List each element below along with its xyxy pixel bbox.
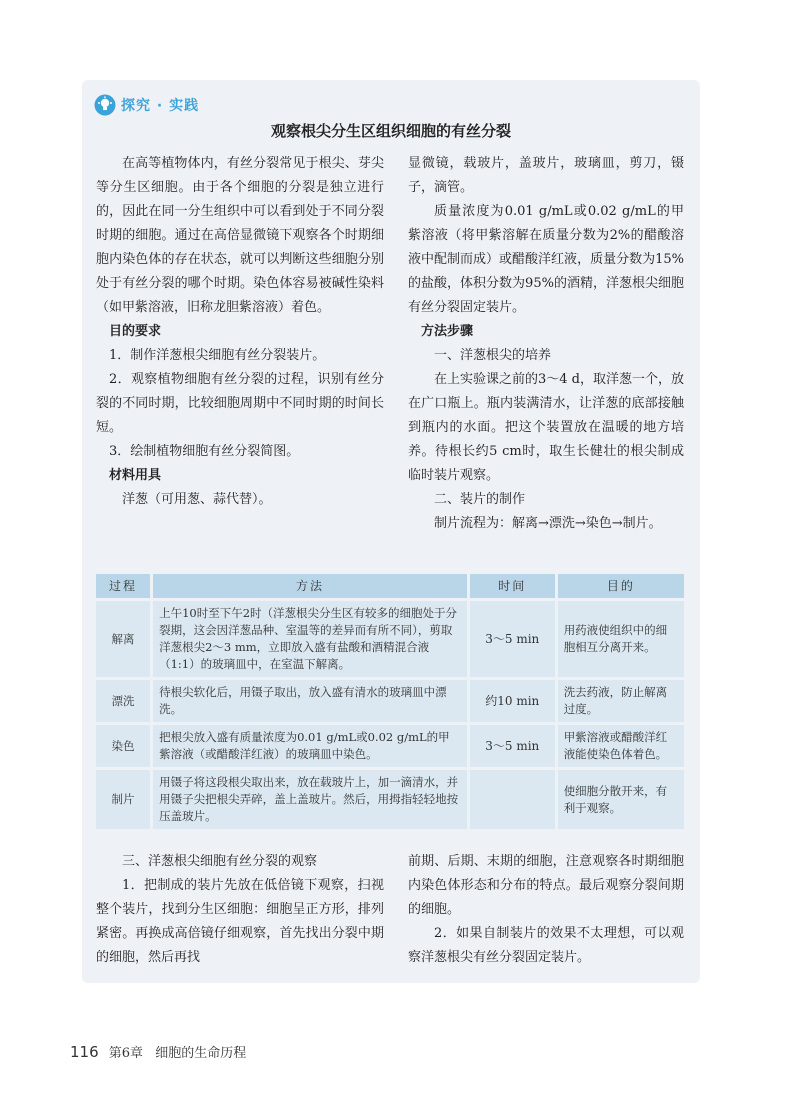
- goal-heading: 目的要求: [109, 324, 162, 339]
- header-step: 过程: [96, 574, 152, 600]
- table-row: [96, 769, 684, 830]
- row-time: [468, 769, 556, 830]
- row-goal: 洗去药液，防止解离过度。: [556, 679, 684, 724]
- row-goal: 用药液使组织中的细胞相互分离开来。: [556, 600, 684, 679]
- row-step: 解离: [96, 600, 152, 679]
- table-header-row: [96, 574, 684, 600]
- row-time: 约10 min: [468, 679, 556, 724]
- step3-title: 三、洋葱根尖细胞有丝分裂的观察: [122, 854, 318, 869]
- materials-text: 洋葱（可用葱、蒜代替）。: [122, 492, 272, 507]
- badge-label: 探究 · 实践: [121, 98, 200, 114]
- table-row: [96, 679, 684, 724]
- chapter-title: 细胞的生命历程: [155, 1046, 247, 1061]
- materials-heading: 材料用具: [109, 468, 162, 483]
- table-row: [96, 600, 684, 679]
- row-method: 待根尖软化后，用镊子取出，放入盛有清水的玻璃皿中漂洗。: [152, 679, 469, 724]
- goal-item-3: 3．绘制植物细胞有丝分裂简图。: [109, 444, 300, 459]
- row-method: 用镊子将这段根尖取出来，放在载玻片上，加一滴清水，并用镊子尖把根尖弄碎，盖上盖玻片。然后，用拇指轻轻地按压盖玻片。: [152, 769, 469, 830]
- bottom-left-column: [96, 850, 384, 970]
- page-title: 观察根尖分生区组织细胞的有丝分裂: [270, 122, 511, 140]
- section-badge: [94, 94, 199, 116]
- right-column: [408, 152, 684, 536]
- procedure-table: [96, 574, 684, 829]
- page-footer: [70, 1042, 246, 1061]
- page-number: 116: [70, 1043, 99, 1061]
- chapter-number: 第6章: [108, 1046, 144, 1061]
- left-column: [96, 152, 384, 512]
- bottom-right-column: [408, 850, 684, 970]
- step1-title: 一、洋葱根尖的培养: [434, 348, 552, 363]
- row-time: 3～5 min: [468, 600, 556, 679]
- step3-item-2: 2．如果自制装片的效果不太理想，可以观察洋葱根尖有丝分裂固定装片。: [408, 926, 684, 965]
- row-goal: 甲紫溶液或醋酸洋红液能使染色体着色。: [556, 724, 684, 769]
- row-time: 3～5 min: [468, 724, 556, 769]
- row-goal: 使细胞分散开来，有利于观察。: [556, 769, 684, 830]
- intro-paragraph: 在高等植物体内，有丝分裂常见于根尖、芽尖等分生区细胞。由于各个细胞的分裂是独立进行的，因此在同一分生组织中可以看到处于不同分裂时期的细胞。通过在高倍显微镜下观察各个时期细胞内染色体的存在状态，就可以判断这些细胞分别处于有丝分裂的哪个时期。染色体容易被碱性染料（如甲紫溶液，旧称龙胆紫溶液）着色。: [96, 156, 384, 315]
- step2-title: 二、装片的制作: [434, 492, 526, 507]
- header-time: 时间: [468, 574, 556, 600]
- step3-text: 1．把制成的装片先放在低倍镜下观察，扫视整个装片，找到分生区细胞：细胞呈正方形，排列紧密。再换成高倍镜仔细观察，首先找出分裂中期的细胞，然后再找: [96, 878, 384, 965]
- step3-continued: 前期、后期、末期的细胞，注意观察各时期细胞内染色体形态和分布的特点。最后观察分裂间期的细胞。: [408, 854, 684, 917]
- reagents-paragraph: 质量浓度为0.01 g/mL或0.02 g/mL的甲紫溶液（将甲紫溶解在质量分数为2%的醋酸溶液中配制而成）或醋酸洋红液，质量分数为15%的盐酸，体积分数为95%的酒精，洋葱根尖细胞有丝分裂固定装片。: [408, 204, 684, 315]
- row-step: 制片: [96, 769, 152, 830]
- table-row: [96, 724, 684, 769]
- method-heading: 方法步骤: [421, 324, 474, 339]
- explore-lightbulb-icon: [94, 94, 116, 116]
- row-method: 把根尖放入盛有质量浓度为0.01 g/mL或0.02 g/mL的甲紫溶液（或醋酸洋红液）的玻璃皿中染色。: [152, 724, 469, 769]
- tools-list: 显微镜，载玻片，盖玻片，玻璃皿，剪刀，镊子，滴管。: [408, 156, 684, 195]
- row-step: 染色: [96, 724, 152, 769]
- goal-item-2: 2．观察植物细胞有丝分裂的过程，识别有丝分裂的不同时期，比较细胞周期中不同时期的时间长短。: [96, 372, 384, 435]
- step1-text: 在上实验课之前的3～4 d，取洋葱一个，放在广口瓶上。瓶内装满清水，让洋葱的底部接触到瓶内的水面。把这个装置放在温暖的地方培养。待根长约5 cm时，取生长健壮的根尖制成临时装片观察。: [408, 372, 684, 483]
- goal-item-1: 1．制作洋葱根尖细胞有丝分裂装片。: [109, 348, 326, 363]
- header-goal: 目的: [556, 574, 684, 600]
- row-step: 漂洗: [96, 679, 152, 724]
- header-method: 方法: [152, 574, 469, 600]
- row-method: 上午10时至下午2时（洋葱根尖分生区有较多的细胞处于分裂期，这会因洋葱品种、室温等的差异而有所不同），剪取洋葱根尖2～3 mm，立即放入盛有盐酸和酒精混合液（1:1）的玻璃皿中，在室温下解离。: [152, 600, 469, 679]
- step2-flow: 制片流程为：解离→漂洗→染色→制片。: [434, 516, 662, 531]
